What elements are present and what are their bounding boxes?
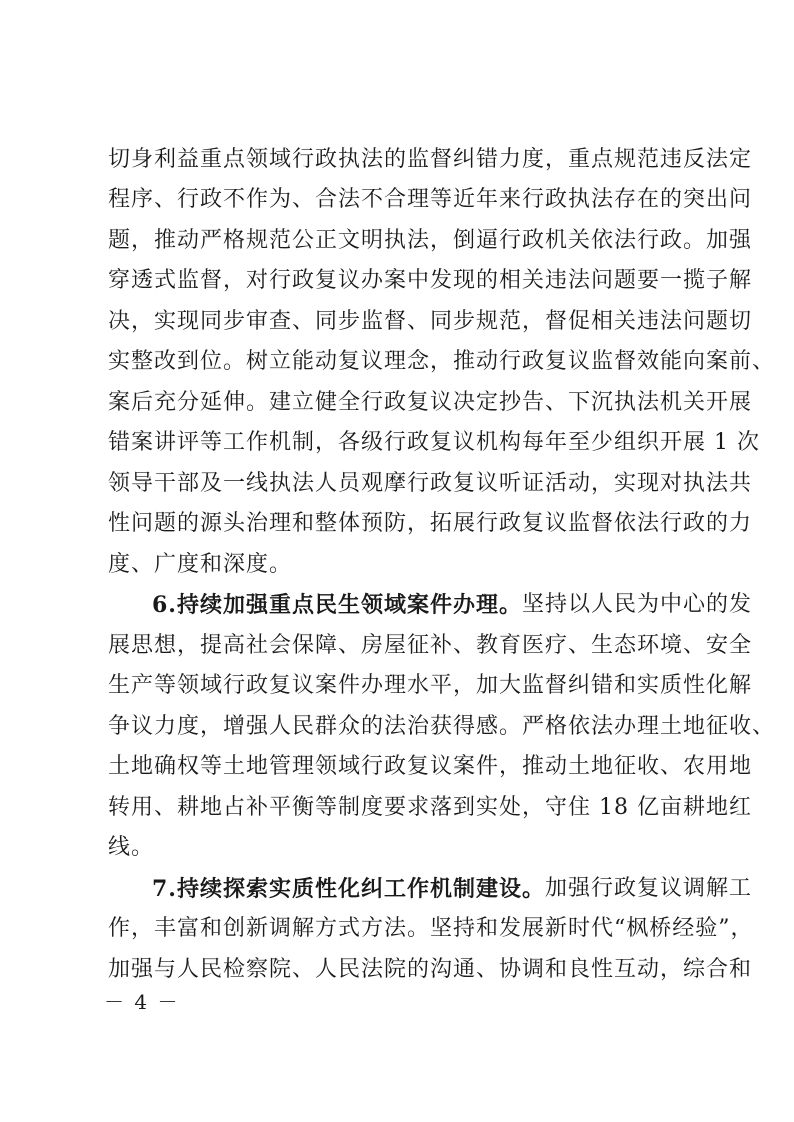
body-text-line: 度、广度和深度。 <box>108 552 293 577</box>
body-text-line: 程序、行政不作为、合法不合理等近年来行政执法存在的突出问 <box>108 187 753 212</box>
body-text-run: 坚持以人民为中心的发 <box>521 592 752 617</box>
body-text-line: 争议力度，增强人民群众的法治获得感。严格依法办理土地征收、 <box>108 714 776 739</box>
body-text-line: 加强与人民检察院、人民法院的沟通、协调和良性互动，综合和 <box>108 957 753 982</box>
body-text-line: 转用、耕地占补平衡等制度要求落到实处，守住 18 亿亩耕地红 <box>108 795 752 820</box>
section-7-first-line <box>152 876 752 902</box>
body-text-line: 案后充分延伸。建立健全行政复议决定抄告、下沉执法机关开展 <box>108 390 753 415</box>
section-6-heading: 6.持续加强重点民生领域案件办理。 <box>152 592 522 618</box>
body-text-line: 作，丰富和创新调解方式方法。坚持和发展新时代“枫桥经验”， <box>108 916 754 941</box>
body-text-line: 错案讲评等工作机制，各级行政复议机构每年至少组织开展 1 次 <box>108 430 760 455</box>
section-6-first-line <box>152 592 752 618</box>
body-text-line: 性问题的源头治理和整体预防，拓展行政复议监督依法行政的力 <box>108 511 753 536</box>
body-text-line: 决，实现同步审查、同步监督、同步规范，督促相关违法问题切 <box>108 309 753 334</box>
body-text-line: 生产等领域行政复议案件办理水平，加大监督纠错和实质性化解 <box>108 673 753 698</box>
body-text-line: 题，推动严格规范公正文明执法，倒逼行政机关依法行政。加强 <box>108 228 753 253</box>
body-text-line: 土地确权等土地管理领域行政复议案件，推动土地征收、农用地 <box>108 754 753 779</box>
body-text-line: 领导干部及一线执法人员观摩行政复议听证活动，实现对执法共 <box>108 471 753 496</box>
body-text-line: 切身利益重点领域行政执法的监督纠错力度，重点规范违反法定 <box>108 147 753 172</box>
body-text-line: 展思想，提高社会保障、房屋征补、教育医疗、生态环境、安全 <box>108 633 753 658</box>
section-7-heading: 7.持续探索实质性化纠工作机制建设。 <box>152 876 545 902</box>
body-text-line: 线。 <box>108 835 155 860</box>
body-text-line: 穿透式监督，对行政复议办案中发现的相关违法问题要一揽子解 <box>108 268 753 293</box>
body-text-line: 实整改到位。树立能动复议理念，推动行政复议监督效能向案前、 <box>108 349 776 374</box>
body-text-run: 加强行政复议调解工 <box>544 876 752 901</box>
page-number: － 4 － <box>104 990 180 1014</box>
